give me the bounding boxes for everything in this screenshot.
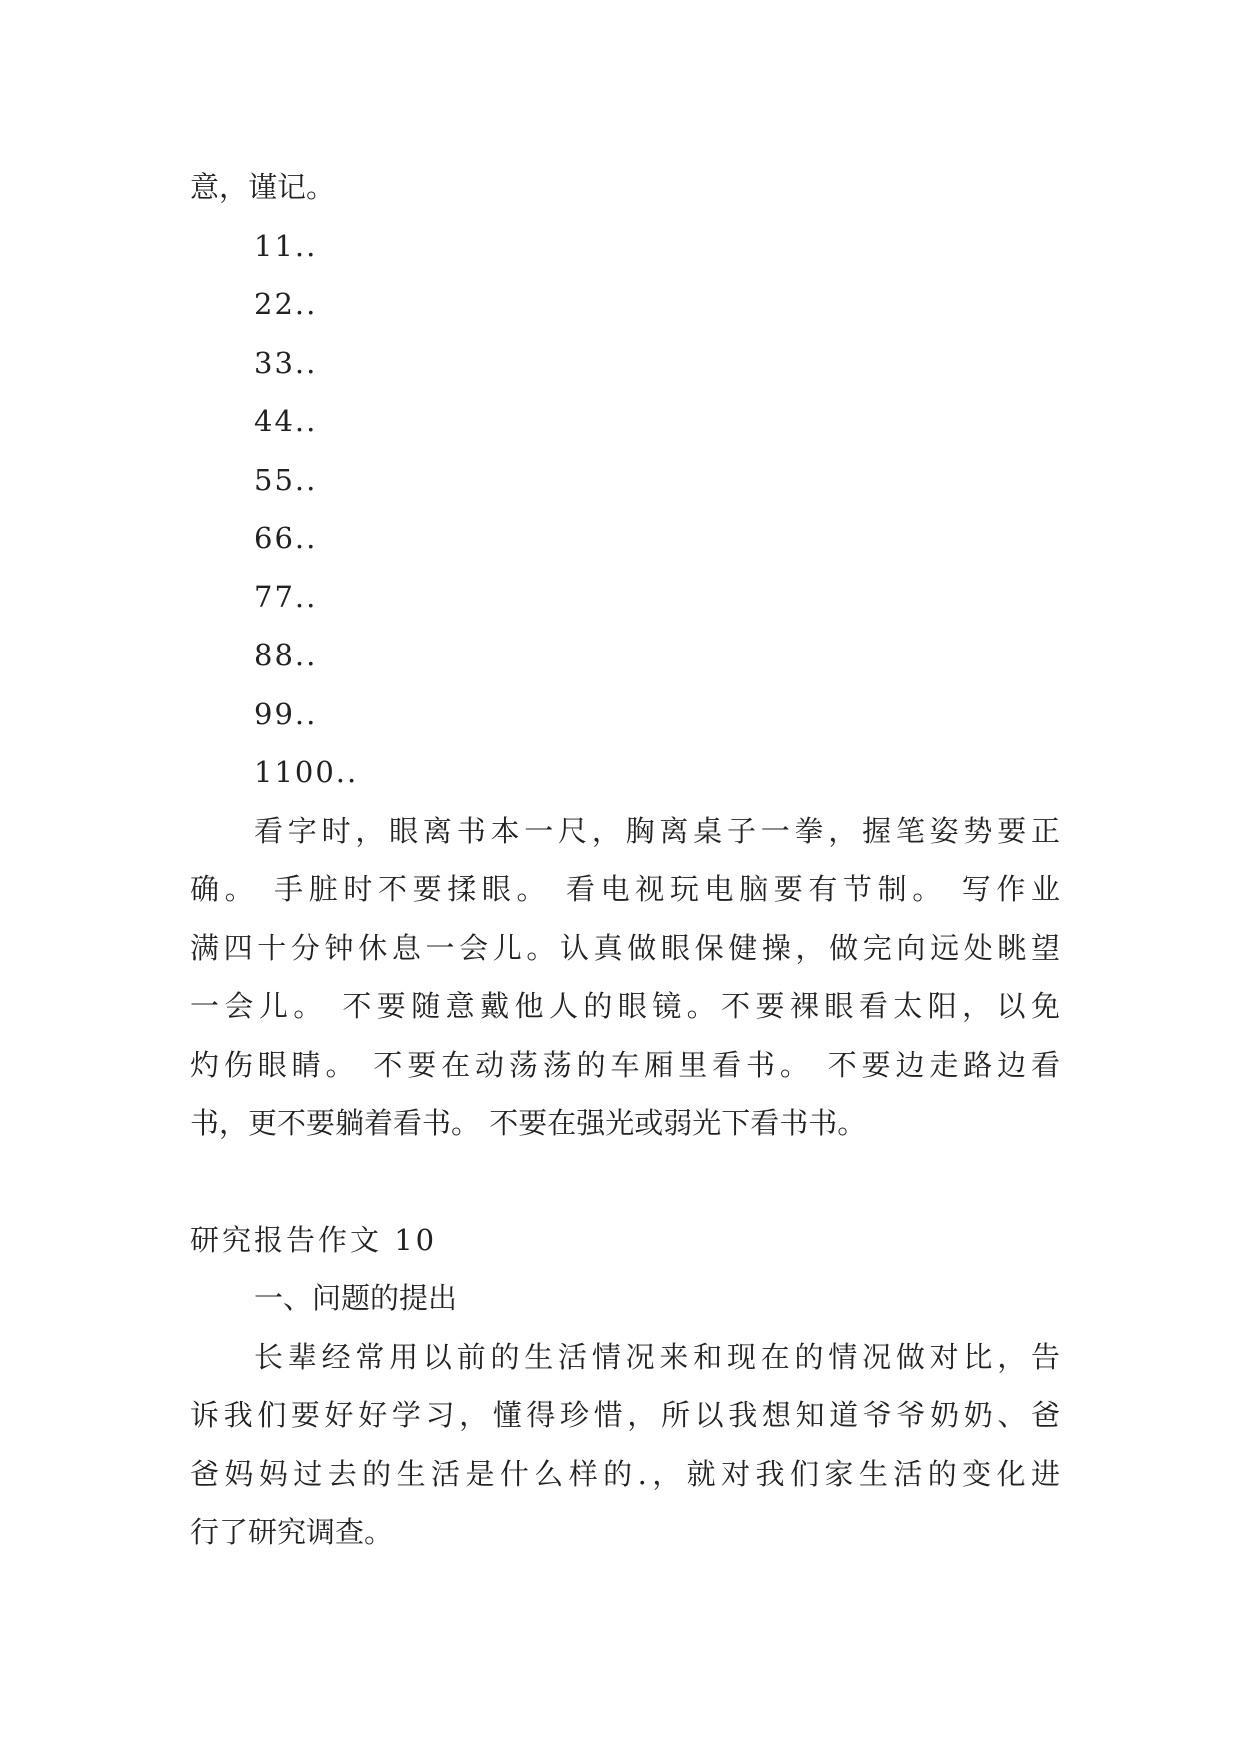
list-item: 66..: [254, 521, 318, 555]
list-item: 88..: [254, 638, 318, 672]
paragraph-line: 爸妈妈过去的生活是什么样的.，就对我们家生活的变化进: [190, 1456, 1060, 1491]
list-item: 44..: [254, 404, 318, 438]
section-heading: 一、问题的提出: [254, 1281, 458, 1315]
continuation-line: 意，谨记。: [190, 170, 336, 204]
section-spacer: [190, 1153, 1060, 1211]
paragraph-line: 看字时，眼离书本一尺，胸离桌子一拳，握笔姿势要正: [254, 813, 1060, 848]
list-item: 33..: [254, 345, 318, 380]
paragraph-line: 书，更不要躺着看书。 不要在强光或弱光下看书书。: [190, 1106, 867, 1140]
paragraph-line: 行了研究调查。: [190, 1515, 394, 1549]
research-paragraph: [190, 1328, 1060, 1562]
list-item: 55..: [254, 462, 318, 497]
list-item: 77..: [254, 579, 318, 614]
paragraph-line: 诉我们要好好学习，懂得珍惜，所以我想知道爷爷奶奶、爸: [190, 1398, 1060, 1432]
document-body: [190, 158, 1060, 1562]
list-item: 1100..: [254, 755, 359, 789]
paragraph-line: 满四十分钟休息一会儿。认真做眼保健操，做完向远处眺望: [190, 930, 1060, 965]
paragraph-line: 灼伤眼睛。 不要在动荡荡的车厢里看书。 不要边走路边看: [190, 1047, 1060, 1082]
paragraph-line: 确。 手脏时不要揉眼。 看电视玩电脑要有节制。 写作业: [190, 872, 1060, 906]
paragraph-line: 长辈经常用以前的生活情况来和现在的情况做对比，告: [254, 1339, 1060, 1374]
list-item: 11..: [254, 228, 318, 263]
eye-care-paragraph: [190, 802, 1060, 1153]
numbered-list: [190, 217, 1060, 802]
list-item: 99..: [254, 696, 318, 731]
list-item: 22..: [254, 287, 318, 321]
paragraph-line: 一会儿。 不要随意戴他人的眼镜。不要裸眼看太阳，以免: [190, 989, 1060, 1023]
section-title: 研究报告作文 10: [190, 1222, 438, 1257]
